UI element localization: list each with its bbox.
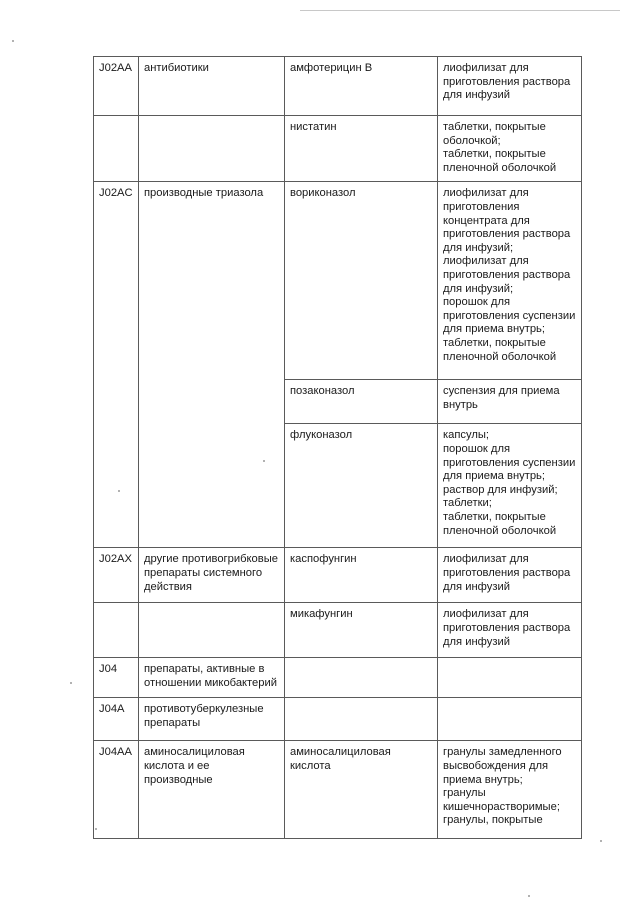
drug-name: аминосалициловая кислота <box>290 746 391 772</box>
anatomical-therapeutic-group: другие противогрибковые препараты системного действия <box>144 553 278 593</box>
group-cell <box>139 182 285 548</box>
dosage-form: таблетки, покрытые оболочкой; таблетки, покрытые пленочной оболочкой <box>443 121 557 174</box>
group-cell <box>139 698 285 741</box>
form-cell <box>438 741 582 839</box>
form-cell <box>438 380 582 424</box>
drug-name: вориконазол <box>290 187 356 200</box>
atc-code: J02AA <box>99 62 132 74</box>
atc-code: J04 <box>99 663 118 676</box>
anatomical-therapeutic-group: производные триазола <box>144 187 264 200</box>
scan-speck <box>600 840 602 842</box>
drug-cell <box>285 698 438 741</box>
form-cell <box>438 603 582 658</box>
table-row <box>94 116 582 182</box>
scan-edge-line <box>300 10 620 11</box>
form-cell <box>438 698 582 741</box>
table-row <box>94 182 582 380</box>
drug-name: каспофунгин <box>290 553 357 566</box>
dosage-form: лиофилизат для приготовления раствора для инфузий <box>443 62 571 102</box>
dosage-form: капсулы; порошок для приготовления суспензии для приема внутрь; раствор для инфузий; таблетки; таблетки, покрытые пленочной оболочкой <box>443 429 576 537</box>
drug-cell <box>285 116 438 182</box>
group-cell <box>139 116 285 182</box>
atc-code-cell <box>94 57 139 116</box>
atc-code-cell <box>94 116 139 182</box>
drug-name: флуконазол <box>290 429 353 442</box>
drug-name: микафунгин <box>290 608 353 621</box>
form-cell <box>438 57 582 116</box>
drug-cell <box>285 658 438 698</box>
form-cell <box>438 116 582 182</box>
group-cell <box>139 57 285 116</box>
scan-speck <box>12 40 14 42</box>
drug-name: нистатин <box>290 121 337 133</box>
atc-code: J02AX <box>99 553 132 566</box>
drug-cell <box>285 741 438 839</box>
table-row <box>94 698 582 741</box>
table-row <box>94 548 582 603</box>
atc-code-cell <box>94 698 139 741</box>
atc-code-cell <box>94 741 139 839</box>
atc-code-cell <box>94 603 139 658</box>
drug-cell <box>285 380 438 424</box>
anatomical-therapeutic-group: антибиотики <box>144 62 209 74</box>
group-cell <box>139 548 285 603</box>
group-cell <box>139 658 285 698</box>
form-cell <box>438 658 582 698</box>
atc-code: J02AC <box>99 187 133 200</box>
dosage-form: лиофилизат для приготовления концентрата для приготовления раствора для инфузий; лиофилизат для приготовления раствора для инфузий; порошок для приготовления суспензии для приема внутрь; таблетки, покрытые пленочной оболочкой <box>443 187 576 363</box>
anatomical-therapeutic-group: аминосалициловая кислота и ее производные <box>144 746 245 786</box>
scan-speck <box>528 895 530 897</box>
atc-code-cell <box>94 548 139 603</box>
atc-code: J04AA <box>99 746 132 759</box>
form-cell <box>438 182 582 380</box>
drug-name: позаконазол <box>290 385 355 398</box>
group-cell <box>139 741 285 839</box>
scan-speck <box>70 682 72 684</box>
group-cell <box>139 603 285 658</box>
table-row <box>94 741 582 839</box>
dosage-form: суспензия для приема внутрь <box>443 385 560 411</box>
atc-code-cell <box>94 658 139 698</box>
form-cell <box>438 424 582 548</box>
atc-code-cell <box>94 182 139 548</box>
dosage-form: лиофилизат для приготовления раствора для инфузий <box>443 553 571 593</box>
drug-cell <box>285 424 438 548</box>
drug-name: амфотерицин В <box>290 62 373 74</box>
dosage-form: гранулы замедленного высвобождения для приема внутрь; гранулы кишечнорастворимые; гранулы, покрытые <box>443 746 562 827</box>
table-row <box>94 658 582 698</box>
drug-cell <box>285 57 438 116</box>
table-row <box>94 57 582 116</box>
drug-cell <box>285 182 438 380</box>
drug-classification-table <box>93 56 582 839</box>
drug-cell <box>285 548 438 603</box>
drug-cell <box>285 603 438 658</box>
form-cell <box>438 548 582 603</box>
dosage-form: лиофилизат для приготовления раствора для инфузий <box>443 608 571 648</box>
atc-code: J04A <box>99 703 125 716</box>
anatomical-therapeutic-group: препараты, активные в отношении микобактерий <box>144 663 277 689</box>
anatomical-therapeutic-group: противотуберкулезные препараты <box>144 703 264 729</box>
table-row <box>94 603 582 658</box>
